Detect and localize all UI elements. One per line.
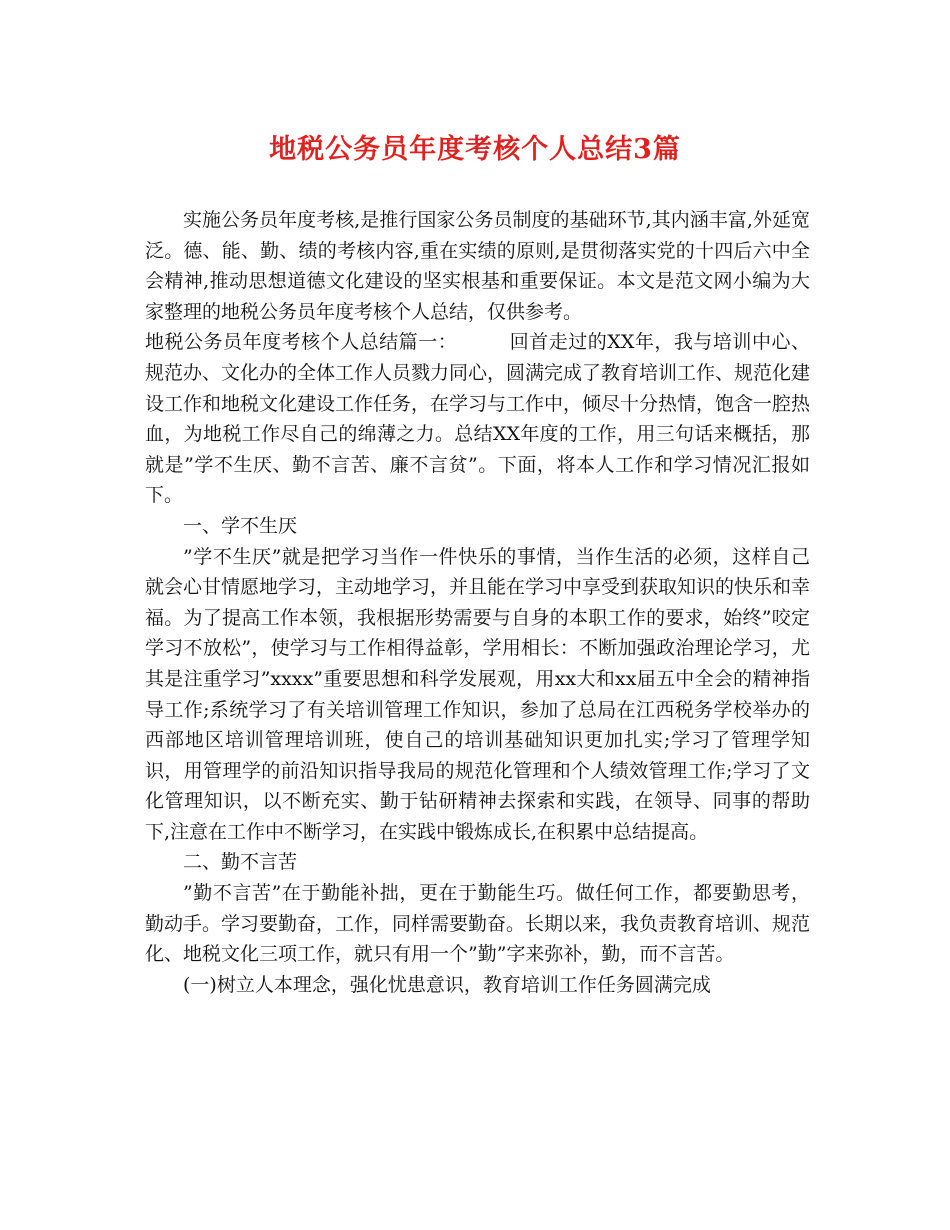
document-title: 地税公务员年度考核个人总结3篇 (269, 134, 681, 165)
document-body (145, 205, 810, 1000)
subheading-training: (一)树立人本理念，强化忧患意识，教育培训工作任务圆满完成 (183, 973, 711, 996)
diligence-paragraph: ”勤不言苦”在于勤能补拙，更在于勤能生巧。做任何工作，都要勤思考，勤动手。学习要勤奋，工作，同样需要勤奋。长期以来，我负责教育培训、规范化、地税文化三项工作，就只有用一个”勤”字来弥补，勤，而不言苦。 (145, 882, 811, 966)
section-one-body: 回首走过的XX年，我与培训中心、规范办、文化办的全体工作人员戮力同心，圆满完成了教育培训工作、规范化建设工作和地税文化建设工作任务，在学习与工作中，倾尽十分热情，饱含一腔热血，为地税工作尽自己的绵薄之力。总结XX年度的工作，用三句话来概括，那就是”学不生厌、勤不言苦、廉不言贫”。下面，将本人工作和学习情况汇报如下。 (145, 331, 811, 507)
heading-learning: 一、学不生厌 (183, 514, 298, 537)
intro-paragraph: 实施公务员年度考核,是推行国家公务员制度的基础环节,其内涵丰富,外延宽泛。德、能、勤、绩的考核内容,重在实绩的原则,是贯彻落实党的十四后六中全会精神,推动思想道德文化建设的坚实根基和重要保证。本文是范文网小编为大家整理的地税公务员年度考核个人总结，仅供参考。 (145, 209, 810, 323)
section-one-label: 地税公务员年度考核个人总结篇一： (145, 331, 458, 354)
section-one-paragraph (145, 327, 810, 511)
learning-paragraph: ”学不生厌”就是把学习当作一件快乐的事情，当作生活的必须，这样自己就会心甘情愿地学习，主动地学习，并且能在学习中享受到获取知识的快乐和幸福。为了提高工作本领，我根据形势需要与自身的本职工作的要求，始终”咬定学习不放松”，使学习与工作相得益彰，学用相长：不断加强政治理论学习，尤其是注重学习”xxxx”重要思想和科学发展观，用xx大和xx届五中全会的精神指导工作;系统学习了有关培训管理工作知识，参加了总局在江西税务学校举办的西部地区培训管理培训班，使自己的培训基础知识更加扎实;学习了管理学知识，用管理学的前沿知识指导我局的规范化管理和个人绩效管理工作;学习了文化管理知识，以不断充实、勤于钻研精神去探索和实践，在领导、同事的帮助下,注意在工作中不断学习，在实践中锻炼成长,在积累中总结提高。 (145, 545, 811, 843)
heading-diligence: 二、勤不言苦 (183, 851, 298, 874)
